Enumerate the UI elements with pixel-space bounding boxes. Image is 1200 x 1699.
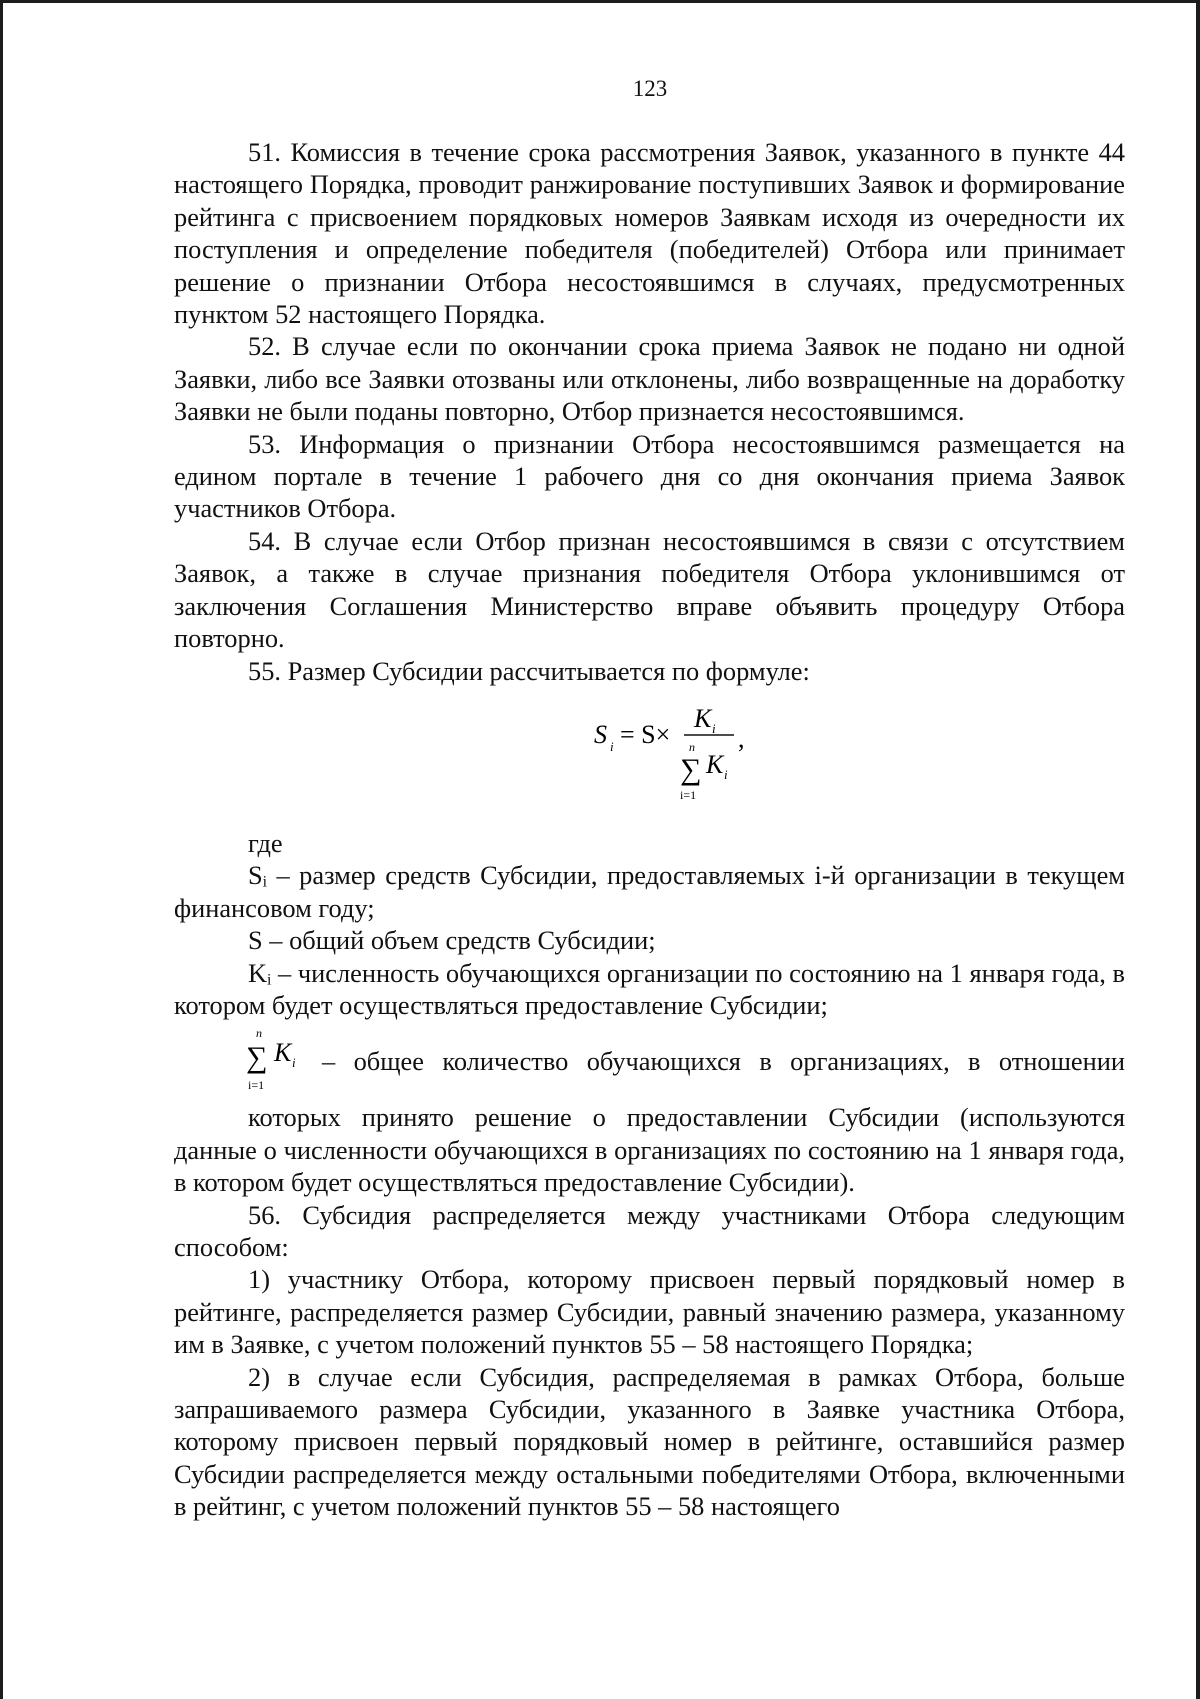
subsidy-formula	[174, 687, 1125, 827]
formula-numerator-sub: i	[712, 720, 716, 736]
formula-lhs-sub: i	[610, 738, 614, 754]
def-sum-bottom: i=1	[248, 1078, 265, 1093]
definition-sum	[174, 1021, 1125, 1101]
def-sum-k: K	[274, 1038, 292, 1068]
scan-edge-left	[0, 0, 3, 1699]
definition-si: Sᵢ – размер средств Субсидии, предоставляемых i-й организации в текущем финансовом году;	[174, 860, 1125, 923]
scan-edge-right	[1196, 0, 1200, 1699]
formula-denominator-sub: i	[724, 766, 728, 782]
definition-s: S – общий объем средств Субсидии;	[248, 925, 656, 956]
formula-lhs: S	[594, 719, 607, 749]
paragraph-52: 52. В случае если по окончании срока приема Заявок не подано ни одной Заявки, либо все Заявки отозваны или отклонены, либо возвращенные на доработку Заявки не были поданы повторно, Отбор признается несостоявшимся.	[174, 331, 1125, 427]
paragraph-56-item-1: 1) участнику Отбора, которому присвоен первый порядковый номер в рейтинге, распределяется размер Субсидии, равный значению размера, указанному им в Заявке, с учетом положений пунктов 55 – 58 настоящего Порядка;	[174, 1264, 1125, 1360]
sum-top: n	[689, 739, 695, 754]
def-sum-top: n	[256, 1026, 262, 1041]
paragraph-55: 55. Размер Субсидии рассчитывается по формуле:	[248, 655, 810, 686]
paragraph-51: 51. Комиссия в течение срока рассмотрения Заявок, указанного в пункте 44 настоящего Порядка, проводит ранжирование поступивших Заявок и формирование рейтинга с присвоением порядковых номеров Заявкам исходя из очередности их поступления и определение победителя (победителей) Отбора или принимает решение о признании Отбора несостоявшимся в случаях, предусмотренных пунктом 52 настоящего Порядка.	[174, 137, 1125, 330]
paragraph-53: 53. Информация о признании Отбора несостоявшимся размещается на едином портале в течение 1 рабочего дня со дня окончания приема Заявок участников Отбора.	[174, 428, 1125, 524]
paragraph-54: 54. В случае если Отбор признан несостоявшимся в связи с отсутствием Заявок, а также в случае признания победителя Отбора уклонившимся от заключения Соглашения Министерство вправе объявить процедуру Отбора повторно.	[174, 525, 1125, 654]
definition-sum-continuation: которых принято решение о предоставлении Субсидии (используются данные о численности обучающихся в организациях по состоянию на 1 января года, в котором будет осуществляться предоставление Субсидии).	[174, 1102, 1125, 1198]
paragraph-56: 56. Субсидия распределяется между участниками Отбора следующим способом:	[174, 1199, 1125, 1262]
def-sum-k-sub: i	[292, 1055, 296, 1071]
where-label: где	[248, 827, 283, 858]
document-body	[174, 136, 1125, 1523]
definition-sum-text: – общее количество обучающихся в организациях, в отношении	[322, 1046, 1125, 1077]
formula-denominator: K	[706, 749, 724, 779]
def-sum-sign: ∑	[246, 1041, 268, 1075]
sum-bottom: i=1	[680, 787, 697, 802]
formula-comma: ,	[738, 723, 745, 753]
scan-edge-top	[0, 0, 1200, 3]
paragraph-56-item-2: 2) в случае если Субсидия, распределяемая в рамках Отбора, больше запрашиваемого размера Субсидии, указанного в Заявке участника Отбора, которому присвоен первый порядковый номер в рейтинге, оставшийся размер Субсидии распределяется между остальными победителями Отбора, включенными в рейтинг, с учетом положений пунктов 55 – 58 настоящего	[174, 1361, 1125, 1522]
formula-numerator: K	[694, 703, 712, 733]
formula-eq: = S×	[620, 719, 671, 749]
page-number: 123	[632, 76, 668, 101]
definition-ki: Kᵢ – численность обучающихся организации по состоянию на 1 января года, в котором будет осуществляться предоставление Субсидии;	[174, 957, 1125, 1020]
sum-sign: ∑	[680, 752, 702, 786]
